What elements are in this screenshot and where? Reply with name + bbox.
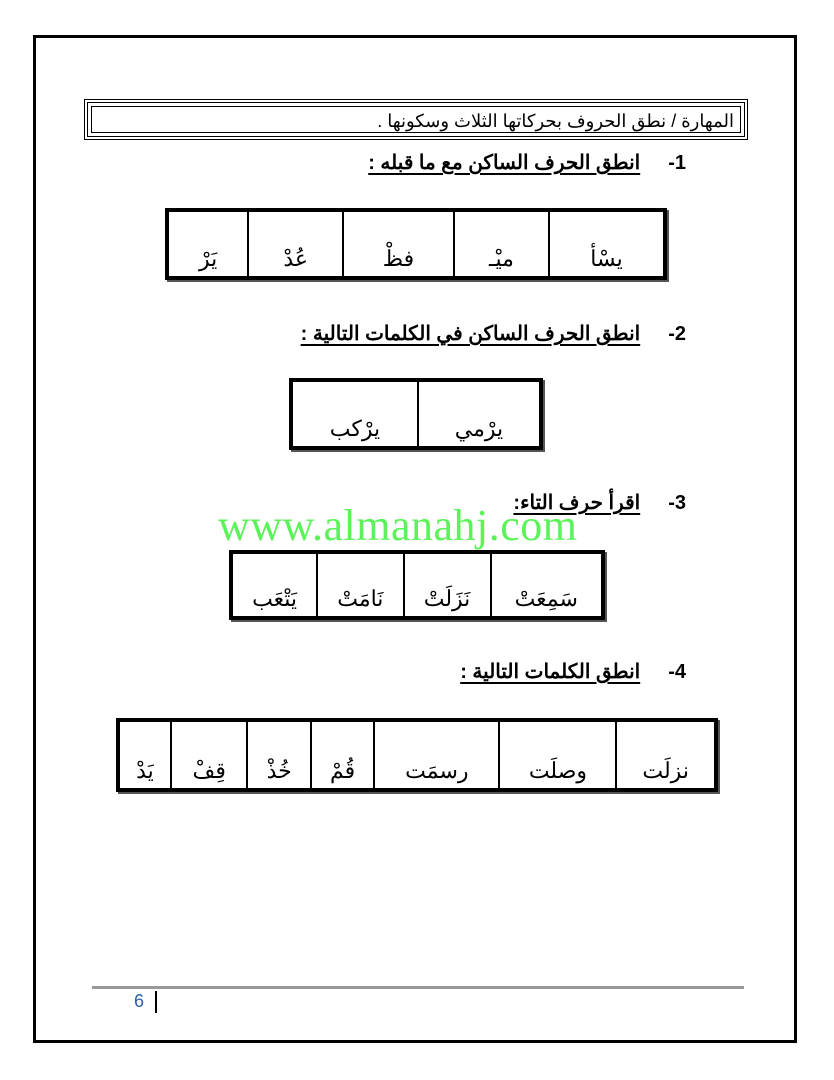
- watermark: www.almanahj.com: [218, 501, 578, 550]
- word-cell: يسْأ: [549, 210, 665, 278]
- word-cell: رسمَت: [374, 720, 499, 790]
- word-cell: وصلَت: [499, 720, 616, 790]
- words-table-3: [229, 550, 605, 620]
- page-number-bar: [155, 991, 157, 1013]
- section-number: 3-: [668, 492, 686, 514]
- footer-divider: [92, 986, 744, 989]
- section-number: 2-: [668, 323, 686, 345]
- section-1-heading: [368, 150, 686, 175]
- section-title: انطق الحرف الساكن في الكلمات التالية :: [300, 323, 641, 345]
- skill-box: [84, 99, 748, 140]
- word-cell: ميْـ: [454, 210, 549, 278]
- section-title: انطق الحرف الساكن مع ما قبله :: [368, 152, 641, 174]
- word-cell: سَمِعَتْ: [491, 552, 604, 618]
- words-table-1: [165, 208, 667, 280]
- section-4-heading: [460, 659, 686, 684]
- page-number: 6: [134, 991, 145, 1011]
- word-cell: قُمْ: [311, 720, 374, 790]
- word-cell: يَتْعَب: [231, 552, 317, 618]
- word-cell: عُدْ: [248, 210, 343, 278]
- word-cell: نَامَتْ: [317, 552, 403, 618]
- section-title: اقرأ حرف التاء:: [513, 492, 641, 514]
- words-table-4: [116, 718, 718, 792]
- section-number: 4-: [668, 661, 686, 683]
- word-cell: نَزَلَتْ: [404, 552, 491, 618]
- word-cell: يَدْ: [118, 720, 171, 790]
- word-cell: قِفْ: [171, 720, 248, 790]
- word-cell: فظْ: [343, 210, 454, 278]
- words-table-2: [289, 378, 543, 450]
- word-cell: يرْكب: [291, 380, 418, 448]
- section-title: انطق الكلمات التالية :: [460, 661, 641, 683]
- word-cell: يرْمي: [418, 380, 541, 448]
- word-cell: يَرْ: [167, 210, 248, 278]
- section-number: 1-: [668, 152, 686, 174]
- section-2-heading: [301, 321, 686, 346]
- skill-text: المهارة / نطق الحروف بحركاتها الثلاث وسكونها .: [377, 111, 734, 131]
- word-cell: خُذْ: [247, 720, 310, 790]
- word-cell: نزلَت: [616, 720, 716, 790]
